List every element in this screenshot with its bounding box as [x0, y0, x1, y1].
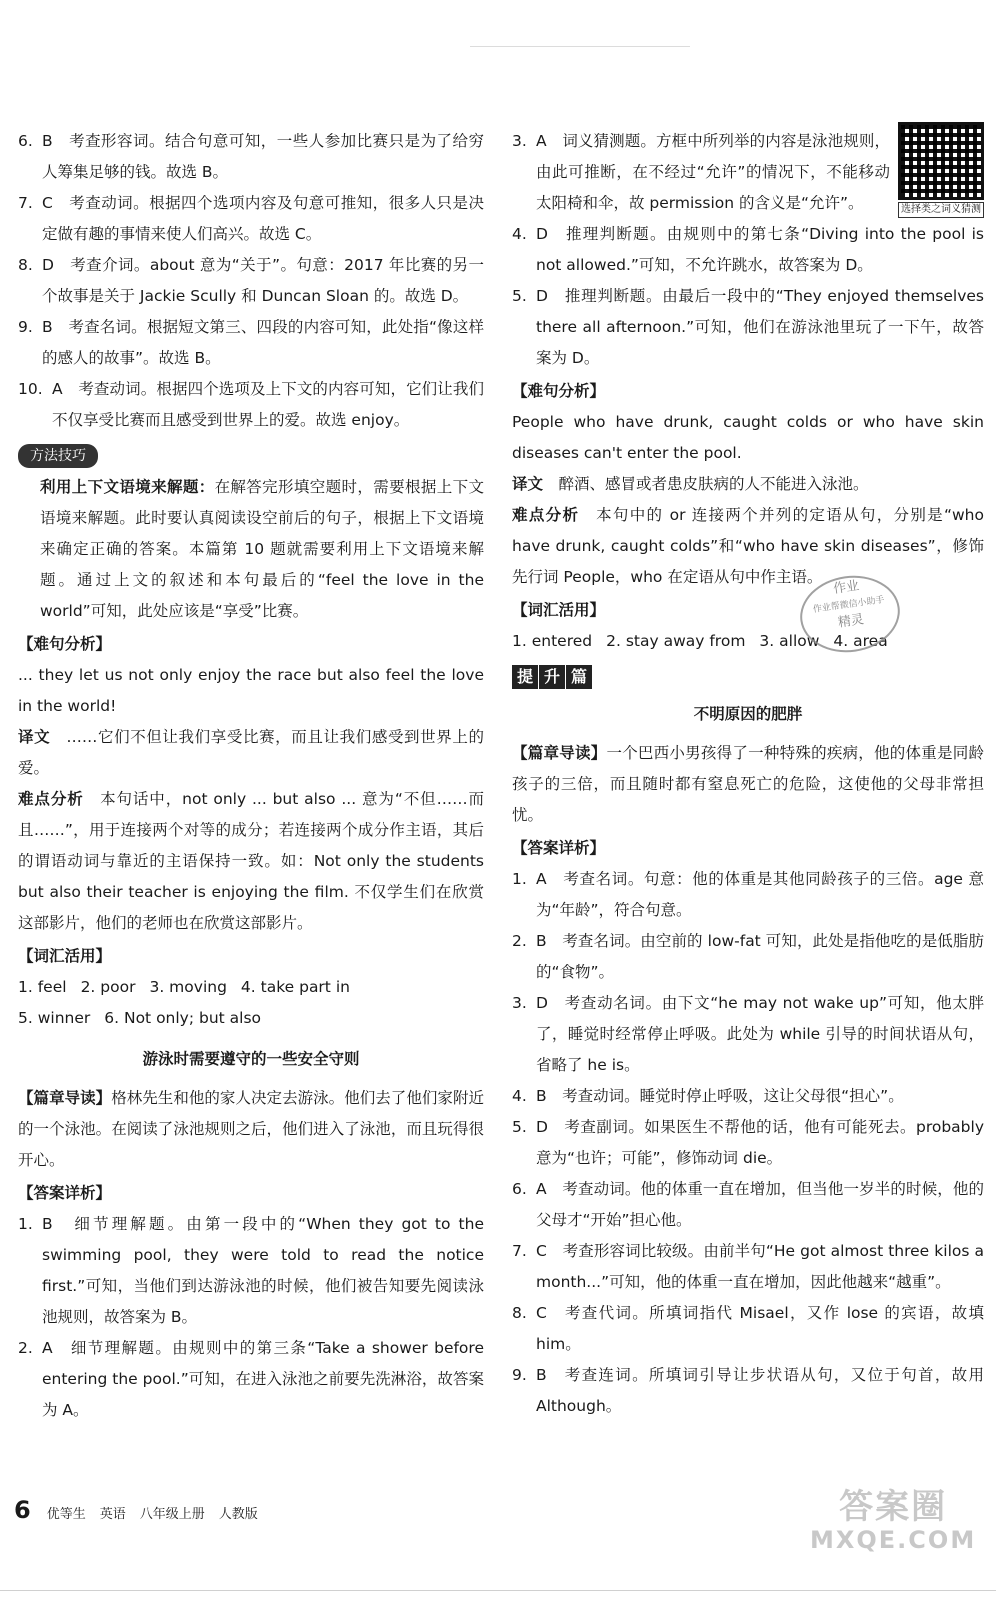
item-text: D 考查动名词。由下文“he may not wake up”可知，他太胖了，睡觉时经常停止呼吸。此处为 while 引导的时间状语从句，省略了 he is。 [536, 994, 984, 1074]
item-number: 3. [512, 132, 527, 150]
section-heading [512, 665, 984, 689]
answer-item [512, 126, 890, 219]
answer-item [18, 312, 484, 374]
qr-code-icon [898, 122, 984, 200]
vocab-item: 3. moving [149, 978, 227, 996]
watermark-sub: MXQE.COM [810, 1526, 977, 1554]
item-text: A 考查名词。句意：他的体重是其他同龄孩子的三倍。age 意为“年龄”，符合句意。 [536, 870, 984, 919]
qr-caption: 选择类之词义猜测 [898, 202, 984, 218]
item-number: 5. [512, 287, 527, 305]
page-number: 6 [14, 1496, 31, 1524]
translation [18, 722, 484, 784]
vocab-heading: 【词汇活用】 [512, 601, 606, 619]
translation [512, 469, 984, 500]
item-number: 4. [512, 225, 527, 243]
difficulty-analysis [512, 500, 984, 593]
item-text: A 细节理解题。由规则中的第三条“Take a shower before entering the pool.”可知，在进入泳池之前要先洗淋浴，故答案为 A。 [42, 1339, 484, 1419]
translation-text: 醉酒、感冒或者患皮肤病的人不能进入泳池。 [558, 475, 869, 493]
answer-item [512, 1112, 984, 1174]
item-text: A 词义猜测题。方框中所列举的内容是泳池规则，由此可推断，在不经过“允许”的情况下，不能移动太阳椅和伞，故 permission 的含义是“允许”。 [536, 132, 890, 212]
item-number: 1. [512, 870, 527, 888]
answer-item [512, 219, 984, 281]
tips-label: 方法技巧 [18, 444, 98, 468]
section-char: 提 [512, 665, 538, 689]
item-number: 4. [512, 1087, 527, 1105]
vocab-item: 1. entered [512, 632, 593, 650]
vocab-item: 4. take part in [240, 978, 350, 996]
answer-item [512, 1236, 984, 1298]
stamp-line: 作业帮微信小助手 [812, 595, 886, 616]
watermark [810, 1488, 976, 1554]
passage-guide [512, 738, 984, 831]
vocab-item: 4. area [833, 632, 888, 650]
answer-item [512, 926, 984, 988]
item-text: D 推理判断题。由规则中的第七条“Diving into the pool is not allowed.”可知，不允许跳水，故答案为 D。 [536, 225, 984, 274]
answer-heading: 【答案详析】 [18, 1184, 112, 1202]
answer-list-2 [18, 1209, 484, 1426]
item-number: 5. [512, 1118, 527, 1136]
tips-lead: 利用上下文语境来解题： [40, 478, 215, 496]
vocab-item: 5. winner [18, 1009, 91, 1027]
difficulty-analysis [18, 784, 484, 939]
item-text: C 考查形容词比较级。由前半句“He got almost three kilos a month...”可知，他的体重一直在增加，因此他越来“越重”。 [536, 1242, 984, 1291]
item-text: C 考查代词。所填词指代 Misael，又作 lose 的宾语，故填 him。 [536, 1304, 984, 1353]
bottom-rule [0, 1590, 996, 1591]
footer-item: 英语 [99, 1507, 126, 1522]
item-text: B 细节理解题。由第一段中的“When they got to the swimming pool, they were told to read the notice first.”可知，当他们到达游泳池的时候，他们被告知要先阅读泳池规则，故答案为 B。 [42, 1215, 484, 1326]
tips-paragraph [18, 472, 484, 627]
item-text: B 考查连词。所填词引导让步状语从句，又位于句首，故用 Although。 [536, 1366, 984, 1415]
item-text: C 考查动词。根据四个选项内容及句意可推知，很多人只是决定做有趣的事情来使人们高兴。故选 C。 [42, 194, 484, 243]
item-number: 8. [18, 256, 33, 274]
item-number: 6. [18, 132, 33, 150]
item-text: A 考查动词。他的体重一直在增加，但当他一岁半的时候，他的父母才“开始”担心他。 [536, 1180, 984, 1229]
item-number: 1. [18, 1215, 33, 1233]
item-number: 8. [512, 1304, 527, 1322]
item-text: B 考查形容词。结合句意可知，一些人参加比赛只是为了给穷人筹集足够的钱。故选 B。 [42, 132, 484, 181]
passage-title: 游泳时需要遵守的一些安全守则 [142, 1050, 360, 1068]
difficulty-text: 本句话中，not only ... but also ... 意为“不但……而且……”，用于连接两个对等的成分；若连接两个成分作主语，其后的谓语动词与靠近的主语保持一致。如：Not only the students but also their teacher is enjoying the film. 不仅学生们在欣赏这部影片，他们的老师也在欣赏这部影片。 [18, 790, 484, 932]
item-text: B 考查动词。睡觉时停止呼吸，这让父母很“担心”。 [536, 1087, 904, 1105]
item-text: D 考查副词。如果医生不帮他的话，他有可能死去。probably 意为“也许；可能”，修饰动词 die。 [536, 1118, 984, 1167]
vocab-line [512, 626, 984, 657]
item-text: B 考查名词。根据短文第三、四段的内容可知，此处指“像这样的感人的故事”。故选 B。 [42, 318, 484, 367]
vocab-line [18, 1003, 484, 1034]
vocab-heading: 【词汇活用】 [18, 947, 112, 965]
guide-heading: 【篇章导读】 [512, 744, 607, 762]
guide-text: 格林先生和他的家人决定去游泳。他们去了他们家附近的一个泳池。在阅读了泳池规则之后，他们进入了泳池，而且玩得很开心。 [18, 1089, 484, 1169]
answer-heading: 【答案详析】 [512, 839, 606, 857]
item-number: 2. [18, 1339, 33, 1357]
answer-item [512, 281, 984, 374]
passage-title: 不明原因的肥胖 [693, 705, 803, 723]
item-number: 2. [512, 932, 527, 950]
difficulty-label: 难点分析 [512, 506, 580, 524]
vocab-item: 1. feel [18, 978, 67, 996]
page-footer [14, 1496, 272, 1524]
footer-item: 八年级上册 [139, 1507, 205, 1522]
item-number: 9. [18, 318, 33, 336]
answer-item [512, 1081, 984, 1112]
watermark-main: 答案圈 [839, 1487, 948, 1527]
item-number: 7. [512, 1242, 527, 1260]
answer-item [18, 1333, 484, 1426]
hard-sentence-heading: 【难句分析】 [18, 635, 112, 653]
vocab-item: 2. poor [80, 978, 136, 996]
answer-item [18, 250, 484, 312]
answer-item [18, 188, 484, 250]
answer-item [18, 126, 484, 188]
item-number: 10. [18, 380, 43, 398]
item-number: 6. [512, 1180, 527, 1198]
answer-item [512, 1298, 984, 1360]
top-rule [470, 46, 690, 47]
answer-item [18, 1209, 484, 1333]
item-text: D 考查介词。about 意为“关于”。句意：2017 年比赛的另一个故事是关于 Jackie Scully 和 Duncan Sloan 的。故选 D。 [42, 256, 484, 305]
translation-text: ……它们不但让我们享受比赛，而且让我们感受到世界上的爱。 [18, 728, 484, 777]
translation-label: 译文 [18, 728, 51, 746]
stamp-line: 精灵 [837, 612, 865, 631]
vocab-item: 3. allow [759, 632, 820, 650]
answer-list-4 [512, 864, 984, 1422]
footer-item: 优等生 [46, 1507, 86, 1522]
guide-text: 一个巴西小男孩得了一种特殊的疾病，他的体重是同龄孩子的三倍，而且随时都有窒息死亡的危险，这使他的父母非常担忧。 [512, 744, 984, 824]
footer-item: 人教版 [218, 1507, 258, 1522]
guide-heading: 【篇章导读】 [18, 1089, 112, 1107]
difficulty-text: 本句中的 or 连接两个并列的定语从句，分别是“who have drunk, caught colds”和“who have skin diseases”，修饰先行词 People，who 在定语从句中作主语。 [512, 506, 984, 586]
item-text: A 考查动词。根据四个选项及上下文的内容可知，它们让我们不仅享受比赛而且感受到世界上的爱。故选 enjoy。 [52, 380, 484, 429]
answer-item [512, 1174, 984, 1236]
answer-item [512, 1360, 984, 1422]
hard-sentence: ... they let us not only enjoy the race but also feel the love in the world! [18, 666, 484, 715]
hard-sentence-heading: 【难句分析】 [512, 382, 606, 400]
item-text: D 推理判断题。由最后一段中的“They enjoyed themselves there all afternoon.”可知，他们在游泳池里玩了一下午，故答案为 D。 [536, 287, 984, 367]
answer-list-1 [18, 126, 484, 436]
item-number: 3. [512, 994, 527, 1012]
hard-sentence: People who have drunk, caught colds or who have skin diseases can't enter the pool. [512, 413, 984, 462]
section-char: 篇 [566, 665, 592, 689]
right-column [512, 126, 984, 1422]
tips-text: 在解答完形填空题时，需要根据上下文语境来解题。此时要认真阅读设空前后的句子，根据上下文语境来确定正确的答案。本篇第 10 题就需要利用上下文语境来解题。通过上文的叙述和本句最后的“feel the love in the world”可知，此处应该是“享受”比赛。 [40, 478, 484, 620]
qr-code[interactable] [898, 122, 984, 218]
answer-item [18, 374, 484, 436]
vocab-item: 2. stay away from [606, 632, 746, 650]
answer-item [512, 864, 984, 926]
difficulty-label: 难点分析 [18, 790, 84, 808]
stamp-line: 作业 [832, 578, 861, 597]
vocab-item: 6. Not only; but also [104, 1009, 262, 1027]
answer-item [512, 988, 984, 1081]
section-char: 升 [539, 665, 565, 689]
item-number: 7. [18, 194, 33, 212]
item-number: 9. [512, 1366, 527, 1384]
left-column [18, 126, 484, 1426]
item-text: B 考查名词。由空前的 low-fat 可知，此处是指他吃的是低脂肪的“食物”。 [536, 932, 984, 981]
passage-guide [18, 1083, 484, 1176]
vocab-line [18, 972, 484, 1003]
translation-label: 译文 [512, 475, 544, 493]
